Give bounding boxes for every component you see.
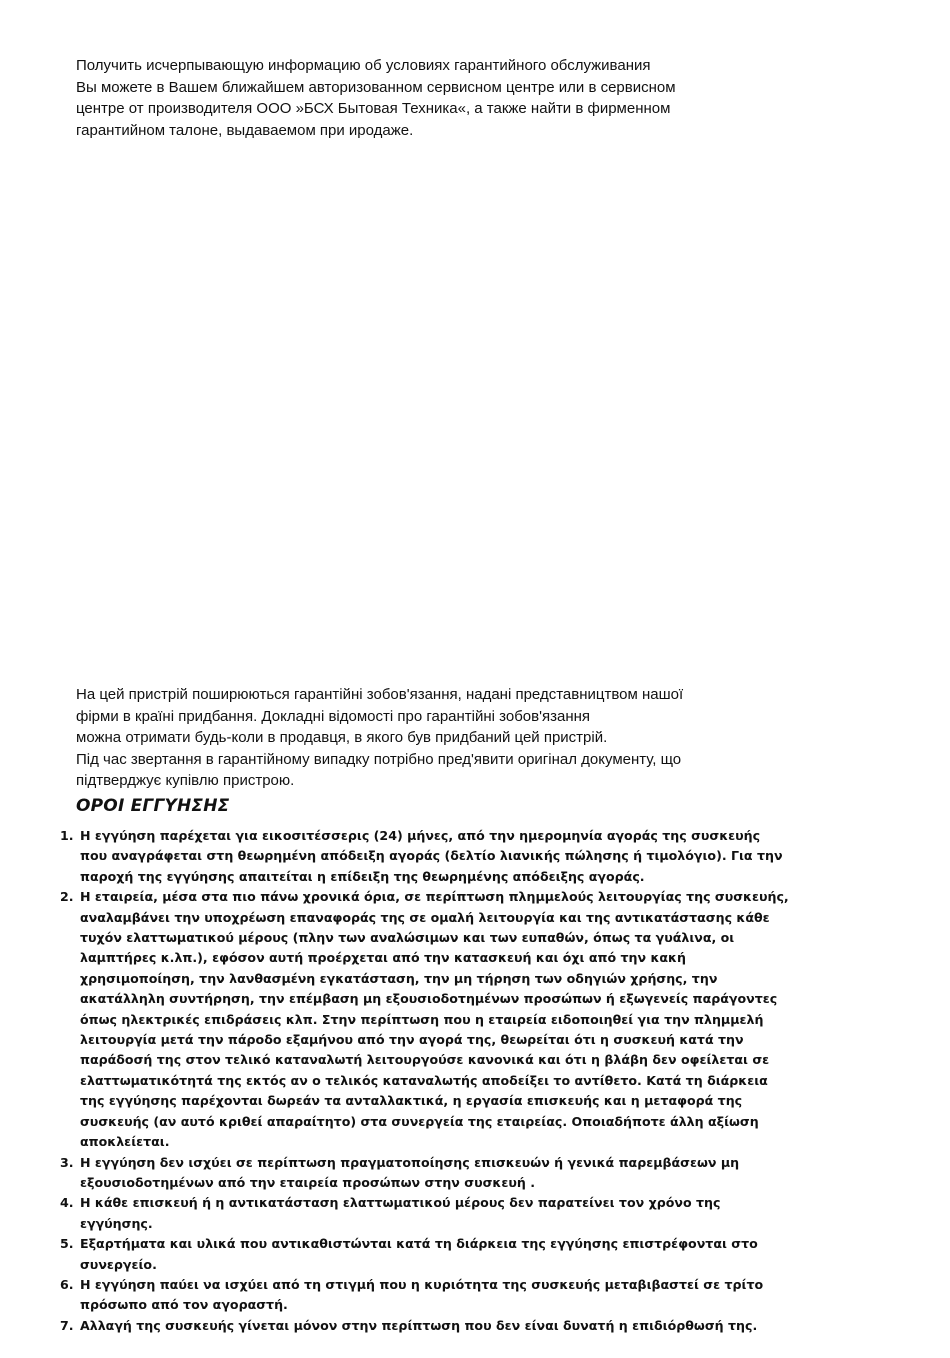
list-item [60, 1193, 790, 1234]
text-line: Получить исчерпывающую информацию об условиях гарантийного обслуживания [76, 57, 651, 74]
item-text: Αλλαγή της συσκευής γίνεται μόνον στην περίπτωση που δεν είναι δυνατή η επιδιόρθωσή της. [80, 1317, 758, 1333]
item-text: Εξαρτήματα και υλικά που αντικαθιστώνται κατά τη διάρκεια της εγγύησης επιστρέφονται στο συνεργείο. [80, 1236, 758, 1272]
text-line: Вы можете в Вашем ближайшем авторизованном сервисном центре или в сервисном [76, 78, 676, 96]
item-number: 7. [60, 1317, 74, 1333]
item-text: Η εγγύηση παρέχεται για εικοσιτέσσερις (24) μήνες, από την ημερομηνία αγοράς της συσκευής που αναγράφεται στη θεωρημένη απόδειξη αγοράς (δελτίο λιανικής πώλησης ή τιμολόγιο). Για την παροχή της εγγύησης απαιτείται η επίδειξη της θεωρημένης απόδειξης αγοράς. [80, 828, 783, 884]
text-line: центре от производителя ООО »БСХ Бытовая Техника«, а также найти в фирменном [76, 100, 671, 118]
item-number: 4. [60, 1195, 74, 1211]
text-line: На цей пристрій поширюються гарантійні зобов'язання, надані представництвом нашої [76, 686, 684, 703]
text-line: можна отримати будь-коли в продавця, в якого був придбаний цей пристрій. [76, 729, 608, 747]
text-line: гарантийном талоне, выдаваемом при иродаже. [76, 121, 414, 139]
greek-terms-heading: ΟΡΟΙ ΕΓΓΥΗΣΗΣ [76, 796, 230, 816]
russian-warranty-notice [76, 55, 796, 141]
item-number: 5. [60, 1236, 74, 1252]
list-item [60, 826, 790, 887]
list-item [60, 887, 790, 1152]
item-text: Η εγγύηση δεν ισχύει σε περίπτωση πραγματοποίησης επισκευών ή γενικά παρεμβάσεων μη εξουσιοδοτημένων από την εταιρεία προσώπων στην συσκευή . [80, 1154, 740, 1190]
item-text: Η εταιρεία, μέσα στα πιο πάνω χρονικά όρια, σε περίπτωση πλημμελούς λειτουργίας της συσκευής, αναλαμβάνει την υποχρέωση επαναφοράς της σε ομαλή λειτουργία και της αντικατάστασης κάθε τυχόν ελαττωματικού μέρους (πλην των αναλώσιμων και των ευπαθών, όπως τα γυάλινα, οι λαμπτήρες κ.λπ.), εφόσον αυτή προέρχεται από την κατασκευή και όχι από την κακή χρησιμοποίηση, την λανθασμένη εγκατάσταση, την μη τήρηση των οδηγιών χρήσης, την ακατάλληλη συντήρηση, την επέμβαση μη εξουσιοδοτημένων προσώπων ή εξωγενείς παράγοντες όπως ηλεκτρικές επιδράσεις κλπ. Στην περίπτωση που η εταιρεία ειδοποιηθεί για την πλημμελή λειτουργία μετά την πάροδο εξαμήνου από την αγορά της, θεωρείται ότι η συσκευή κατά την παράδοσή της στον τελικό καταναλωτή λειτουργούσε κανονικά και ότι η βλάβη δεν οφείλεται σε ελαττωματικότητά της εκτός αν ο τελικός καταναλωτής αποδείξει το αντίθετο. Κατά τη διάρκεια της εγγύησης παρέχονται δωρεάν τα ανταλλακτικά, η εργασία επισκευής και η μεταφορά της συσκευής (αν αυτό κριθεί απαραίτητο) στα συνεργεία της εταιρείας. Οποιαδήποτε άλλη αξίωση αποκλείεται. [80, 889, 789, 1150]
item-number: 3. [60, 1154, 74, 1170]
item-number: 1. [60, 828, 74, 843]
item-text: Η εγγύηση παύει να ισχύει από τη στιγμή που η κυριότητα της συσκευής μεταβιβαστεί σε τρίτο πρόσωπο από τον αγοραστή. [80, 1276, 764, 1313]
item-text: Η κάθε επισκευή ή η αντικατάσταση ελαττωματικού μέρους δεν παρατείνει τον χρόνο της εγγύησης. [80, 1195, 721, 1231]
list-item [60, 1234, 790, 1275]
item-number: 2. [60, 889, 74, 905]
item-number: 6. [60, 1276, 74, 1292]
text-line: фірми в країні придбання. Докладні відомості про гарантійні зобов'язання [76, 707, 591, 725]
list-item [60, 1275, 790, 1316]
text-line: підтверджує купівлю пристрою. [76, 772, 295, 790]
list-item [60, 1316, 790, 1336]
greek-terms-list [60, 826, 790, 1336]
text-line: Під час звертання в гарантійному випадку потрібно пред'явити оригінал документу, що [76, 750, 682, 768]
list-item [60, 1153, 790, 1194]
ukrainian-warranty-notice [76, 684, 796, 792]
